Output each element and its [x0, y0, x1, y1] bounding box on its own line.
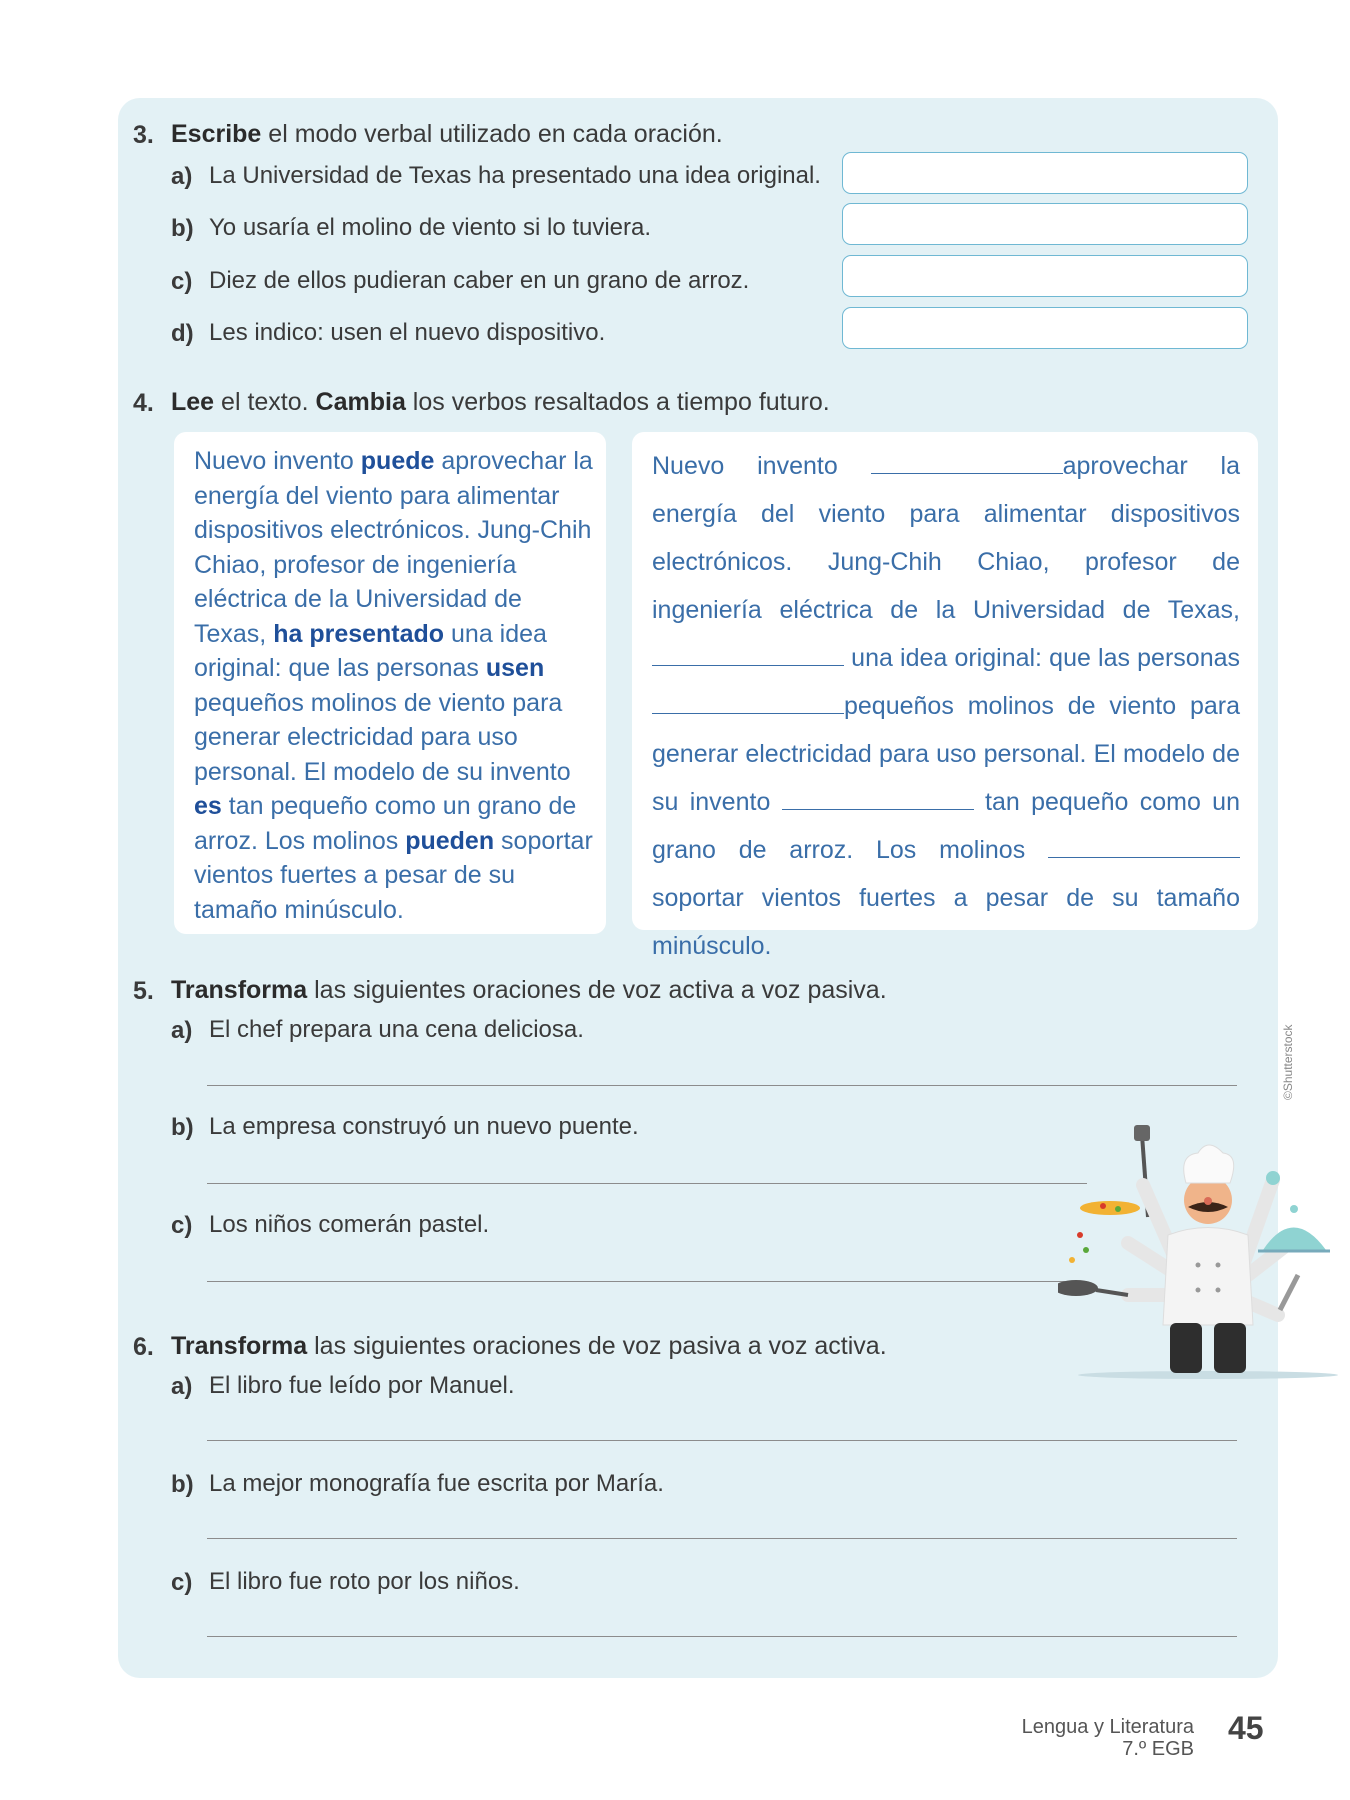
- q5-answer-line-a[interactable]: [207, 1085, 1237, 1086]
- q5-label-c: c): [171, 1212, 193, 1239]
- q3-label-d: d): [171, 320, 194, 347]
- rewrite-text: Nuevo invento aprovechar la energía del viento para alimentar dispositivos electrónicos. Jung-Chih Chiao, profesor de ingeniería eléctrica de la Universidad de Texas, una idea original: que las personas pequeños molinos de viento para generar electricidad para uso personal. El modelo de su invento tan pequeño como un grano de arroz. Los molinos soportar vientos fuertes a pesar de su tamaño minúsculo.: [652, 442, 1240, 970]
- blank-4[interactable]: [782, 785, 974, 810]
- q5-number: 5.: [133, 977, 154, 1005]
- q6-answer-line-b[interactable]: [207, 1538, 1237, 1539]
- q3-item-b: Yo usaría el molino de viento si lo tuviera.: [209, 214, 652, 241]
- blank-3[interactable]: [652, 689, 844, 714]
- highlighted-verb: pueden: [405, 826, 495, 855]
- q3-answer-b[interactable]: [842, 203, 1248, 245]
- q6-label-a: a): [171, 1373, 193, 1400]
- source-text-card: [174, 432, 606, 934]
- q6-label-c: c): [171, 1569, 193, 1596]
- q3-item-d: Les indico: usen el nuevo dispositivo.: [209, 319, 606, 346]
- q5-answer-line-b[interactable]: [207, 1183, 1087, 1184]
- q6-answer-line-a[interactable]: [207, 1440, 1237, 1441]
- q3-answer-c[interactable]: [842, 255, 1248, 297]
- highlighted-verb: puede: [360, 447, 435, 475]
- highlighted-verb: usen: [485, 654, 545, 682]
- q5-instruction: Transforma las siguientes oraciones de voz activa a voz pasiva.: [171, 976, 887, 1004]
- q5-item-c: Los niños comerán pastel.: [209, 1211, 490, 1238]
- knife-icon: [1280, 1275, 1298, 1310]
- source-text: Nuevo invento puede aprovechar la energía del viento para alimentar dispositivos electrónicos. Jung-Chih Chiao, profesor de ingeniería eléctrica de la Universidad de Texas, ha presentado una idea original: que las personas usen pequeños molinos de viento para generar electricidad para uso personal. El modelo de su invento es tan pequeño como un grano de arroz. Los molinos pueden soportar vientos fuertes a pesar de su tamaño minúsculo.: [194, 447, 593, 924]
- q3-label-b: b): [171, 215, 194, 242]
- q6-answer-line-c[interactable]: [207, 1636, 1237, 1637]
- highlighted-verb: es: [194, 792, 222, 820]
- frying-pan-icon: [1058, 1280, 1098, 1296]
- q6-item-b: La mejor monografía fue escrita por María.: [209, 1470, 664, 1497]
- cloche-icon: [1263, 1228, 1326, 1251]
- q5-item-a: El chef prepara una cena deliciosa.: [209, 1016, 584, 1043]
- q3-answer-d[interactable]: [842, 307, 1248, 349]
- q6-label-b: b): [171, 1471, 194, 1498]
- q6-instruction: Transforma las siguientes oraciones de voz pasiva a voz activa.: [171, 1332, 887, 1360]
- rewrite-text-card: [632, 432, 1258, 960]
- q4-number: 4.: [133, 389, 154, 417]
- q4-instruction: Lee el texto. Cambia los verbos resaltados a tiempo futuro.: [171, 388, 830, 416]
- q3-instruction: Escribe el modo verbal utilizado en cada oración.: [171, 120, 723, 148]
- footer-subject: Lengua y Literatura 7.º EGB: [1021, 1716, 1194, 1760]
- chef-illustration: [1058, 1125, 1343, 1380]
- blank-5[interactable]: [1048, 833, 1240, 858]
- q3-label-c: c): [171, 268, 193, 295]
- q5-label-b: b): [171, 1114, 194, 1141]
- q5-label-a: a): [171, 1017, 193, 1044]
- q3-answer-a[interactable]: [842, 152, 1248, 194]
- q3-item-c: Diez de ellos pudieran caber en un grano de arroz.: [209, 267, 750, 294]
- q5-answer-line-c[interactable]: [207, 1281, 1087, 1282]
- q3-label-a: a): [171, 163, 193, 190]
- blank-1[interactable]: [871, 449, 1063, 474]
- q6-item-c: El libro fue roto por los niños.: [209, 1568, 520, 1595]
- q6-number: 6.: [133, 1333, 154, 1361]
- page-number: 45: [1228, 1710, 1264, 1746]
- highlighted-verb: ha presentado: [273, 619, 445, 648]
- q5-item-b: La empresa construyó un nuevo puente.: [209, 1113, 639, 1140]
- q3-number: 3.: [133, 121, 154, 149]
- blank-2[interactable]: [652, 641, 844, 666]
- q3-item-a: La Universidad de Texas ha presentado una idea original.: [209, 162, 821, 189]
- q6-item-a: El libro fue leído por Manuel.: [209, 1372, 515, 1399]
- pizza-icon: [1080, 1201, 1140, 1215]
- image-credit: ©Shutterstock: [1281, 1024, 1295, 1100]
